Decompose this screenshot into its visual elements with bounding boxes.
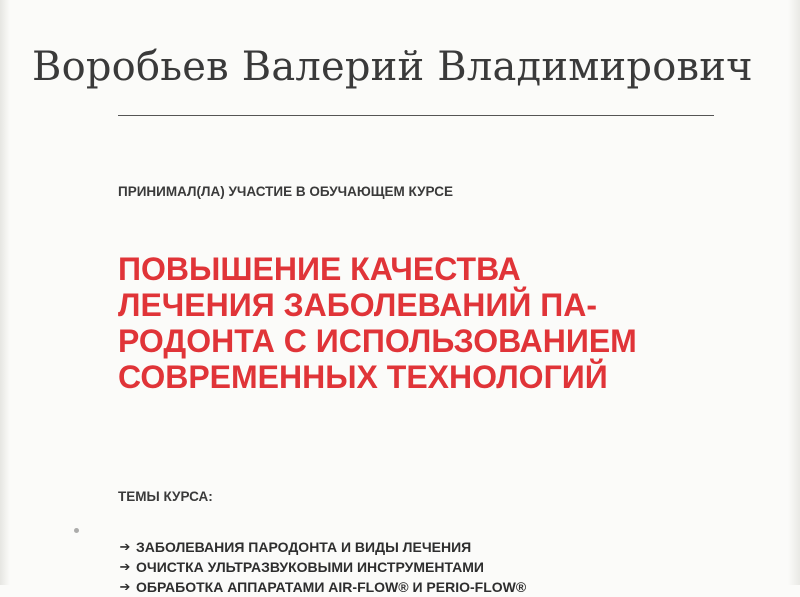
arrow-right-icon: ➔ [119,579,131,594]
list-item [118,557,526,577]
topic-label: ЗАБОЛЕВАНИЯ ПАРОДОНТА И ВИДЫ ЛЕЧЕНИЯ [136,539,472,555]
arrow-right-icon: ➔ [119,559,131,574]
topic-label: ОЧИСТКА УЛЬТРАЗВУКОВЫМИ ИНСТРУМЕНТАМИ [136,559,484,575]
topic-label: ОБРАБОТКА АППАРАТАМИ AIR-FLOW® И PERIO-FLOW® [136,579,527,595]
participation-text: ПРИНИМАЛ(ЛА) УЧАСТИЕ В ОБУЧАЮЩЕМ КУРСЕ [118,184,453,199]
scan-speck [74,528,79,533]
topics-heading: ТЕМЫ КУРСА: [118,489,213,504]
course-title-line: РОДОНТА С ИСПОЛЬЗОВАНИЕМ [118,323,637,359]
recipient-name: Воробьев Валерий Владимирович [32,44,753,90]
course-title-line: СОВРЕМЕННЫХ ТЕХНОЛОГИЙ [118,359,608,395]
name-underline [118,115,714,116]
course-title-line: ЛЕЧЕНИЯ ЗАБОЛЕВАНИЙ ПА- [118,287,598,323]
scan-shadow-right [788,0,800,585]
list-item [118,577,526,597]
topics-list [118,537,526,597]
scan-shadow-left [0,0,10,585]
list-item [118,537,526,557]
arrow-right-icon: ➔ [119,539,131,554]
course-title-line: ПОВЫШЕНИЕ КАЧЕСТВА [118,251,521,287]
course-title [118,251,718,395]
